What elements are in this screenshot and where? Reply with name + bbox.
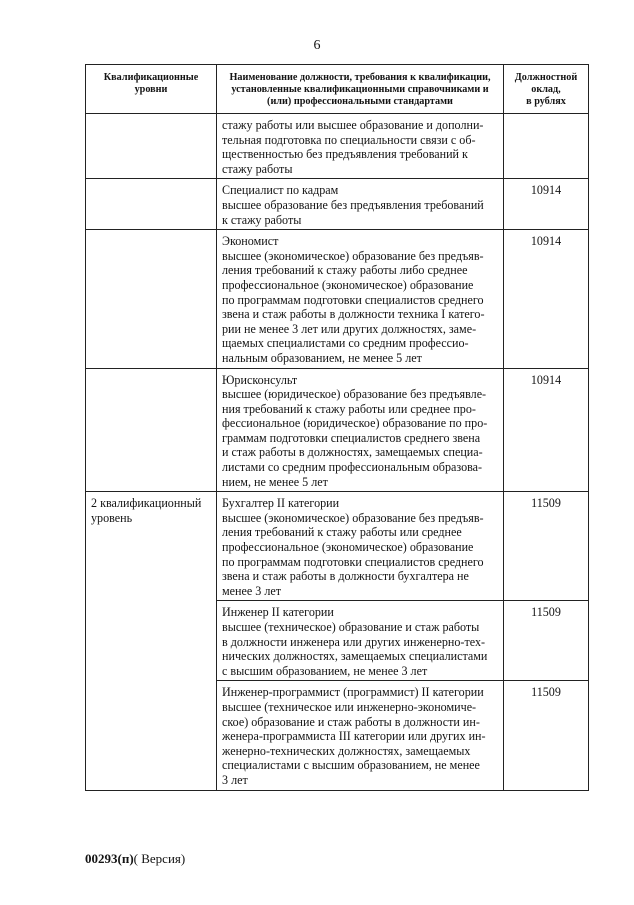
table-row bbox=[86, 230, 589, 368]
position-description-cell: Экономист высшее (экономическое) образование без предъяв- ления требований к стажу работы либо среднее профессиональное (экономическое) образование по программам подготовки специалистов среднего звена и стаж работы в должности техника I катего- рии не менее 3 лет или других должностях, заме- щаемых специалистами со средним профессио- нальным образованием, не менее 5 лет bbox=[217, 230, 504, 368]
qualification-level-cell bbox=[86, 114, 217, 179]
position-description-cell: Юрисконсульт высшее (юридическое) образование без предъявле- ния требований к стажу работы или среднее про- фессиональное (юридическое) образование по про- граммам подготовки специалистов среднего звена и стаж работы в должностях, замещаемых специа- листами со средним профессиональным образова- нием, не менее 5 лет bbox=[217, 368, 504, 492]
position-description-cell: Инженер-программист (программист) II категории высшее (техническое или инженерно-экономиче- ское) образование и стаж работы в должности ин- женера-программиста III категории или других ин- женерно-технических должностях, замещаемых специалистами с высшим образованием, не менее 3 лет bbox=[217, 681, 504, 790]
document-version: ( Версия) bbox=[133, 851, 186, 866]
salary-cell: 10914 bbox=[504, 179, 589, 230]
qualification-table bbox=[85, 64, 589, 791]
header-salary: Должностной оклад, в рублях bbox=[504, 65, 589, 114]
salary-cell: 11509 bbox=[504, 601, 589, 681]
table-body bbox=[86, 114, 589, 791]
salary-cell: 10914 bbox=[504, 368, 589, 492]
header-position-requirements: Наименование должности, требования к квалификации, установленные квалификационными справочниками и (или) профессиональными стандартами bbox=[217, 65, 504, 114]
position-description-cell: Инженер II категории высшее (техническое) образование и стаж работы в должности инженера или других инженерно-тех- нических должностях, замещаемых специалистами с высшим образованием, не менее 3 лет bbox=[217, 601, 504, 681]
header-qualification-levels: Квалификационные уровни bbox=[86, 65, 217, 114]
position-description-cell: стажу работы или высшее образование и дополни- тельная подготовка по специальности связи с об- щественностью без предъявления требований к стажу работы bbox=[217, 114, 504, 179]
qualification-level-cell bbox=[86, 230, 217, 368]
table-row bbox=[86, 114, 589, 179]
salary-cell: 11509 bbox=[504, 681, 589, 790]
table-header-row bbox=[86, 65, 589, 114]
salary-cell bbox=[504, 114, 589, 179]
document-code: 00293(п) bbox=[85, 851, 134, 866]
table-row bbox=[86, 368, 589, 492]
page-number: 6 bbox=[313, 38, 321, 53]
salary-cell: 10914 bbox=[504, 230, 589, 368]
document-footer bbox=[85, 851, 185, 867]
position-description-cell: Специалист по кадрам высшее образование без предъявления требований к стажу работы bbox=[217, 179, 504, 230]
qualification-level-cell: 2 квалификационный уровень bbox=[86, 492, 217, 790]
table-row bbox=[86, 492, 589, 601]
position-description-cell: Бухгалтер II категории высшее (экономическое) образование без предъяв- ления требований к стажу работы или среднее профессиональное (экономическое) образование по программам подготовки специалистов среднего звена и стаж работы в должности бухгалтера не менее 3 лет bbox=[217, 492, 504, 601]
table-row bbox=[86, 179, 589, 230]
salary-cell: 11509 bbox=[504, 492, 589, 601]
qualification-level-cell bbox=[86, 368, 217, 492]
qualification-level-cell bbox=[86, 179, 217, 230]
